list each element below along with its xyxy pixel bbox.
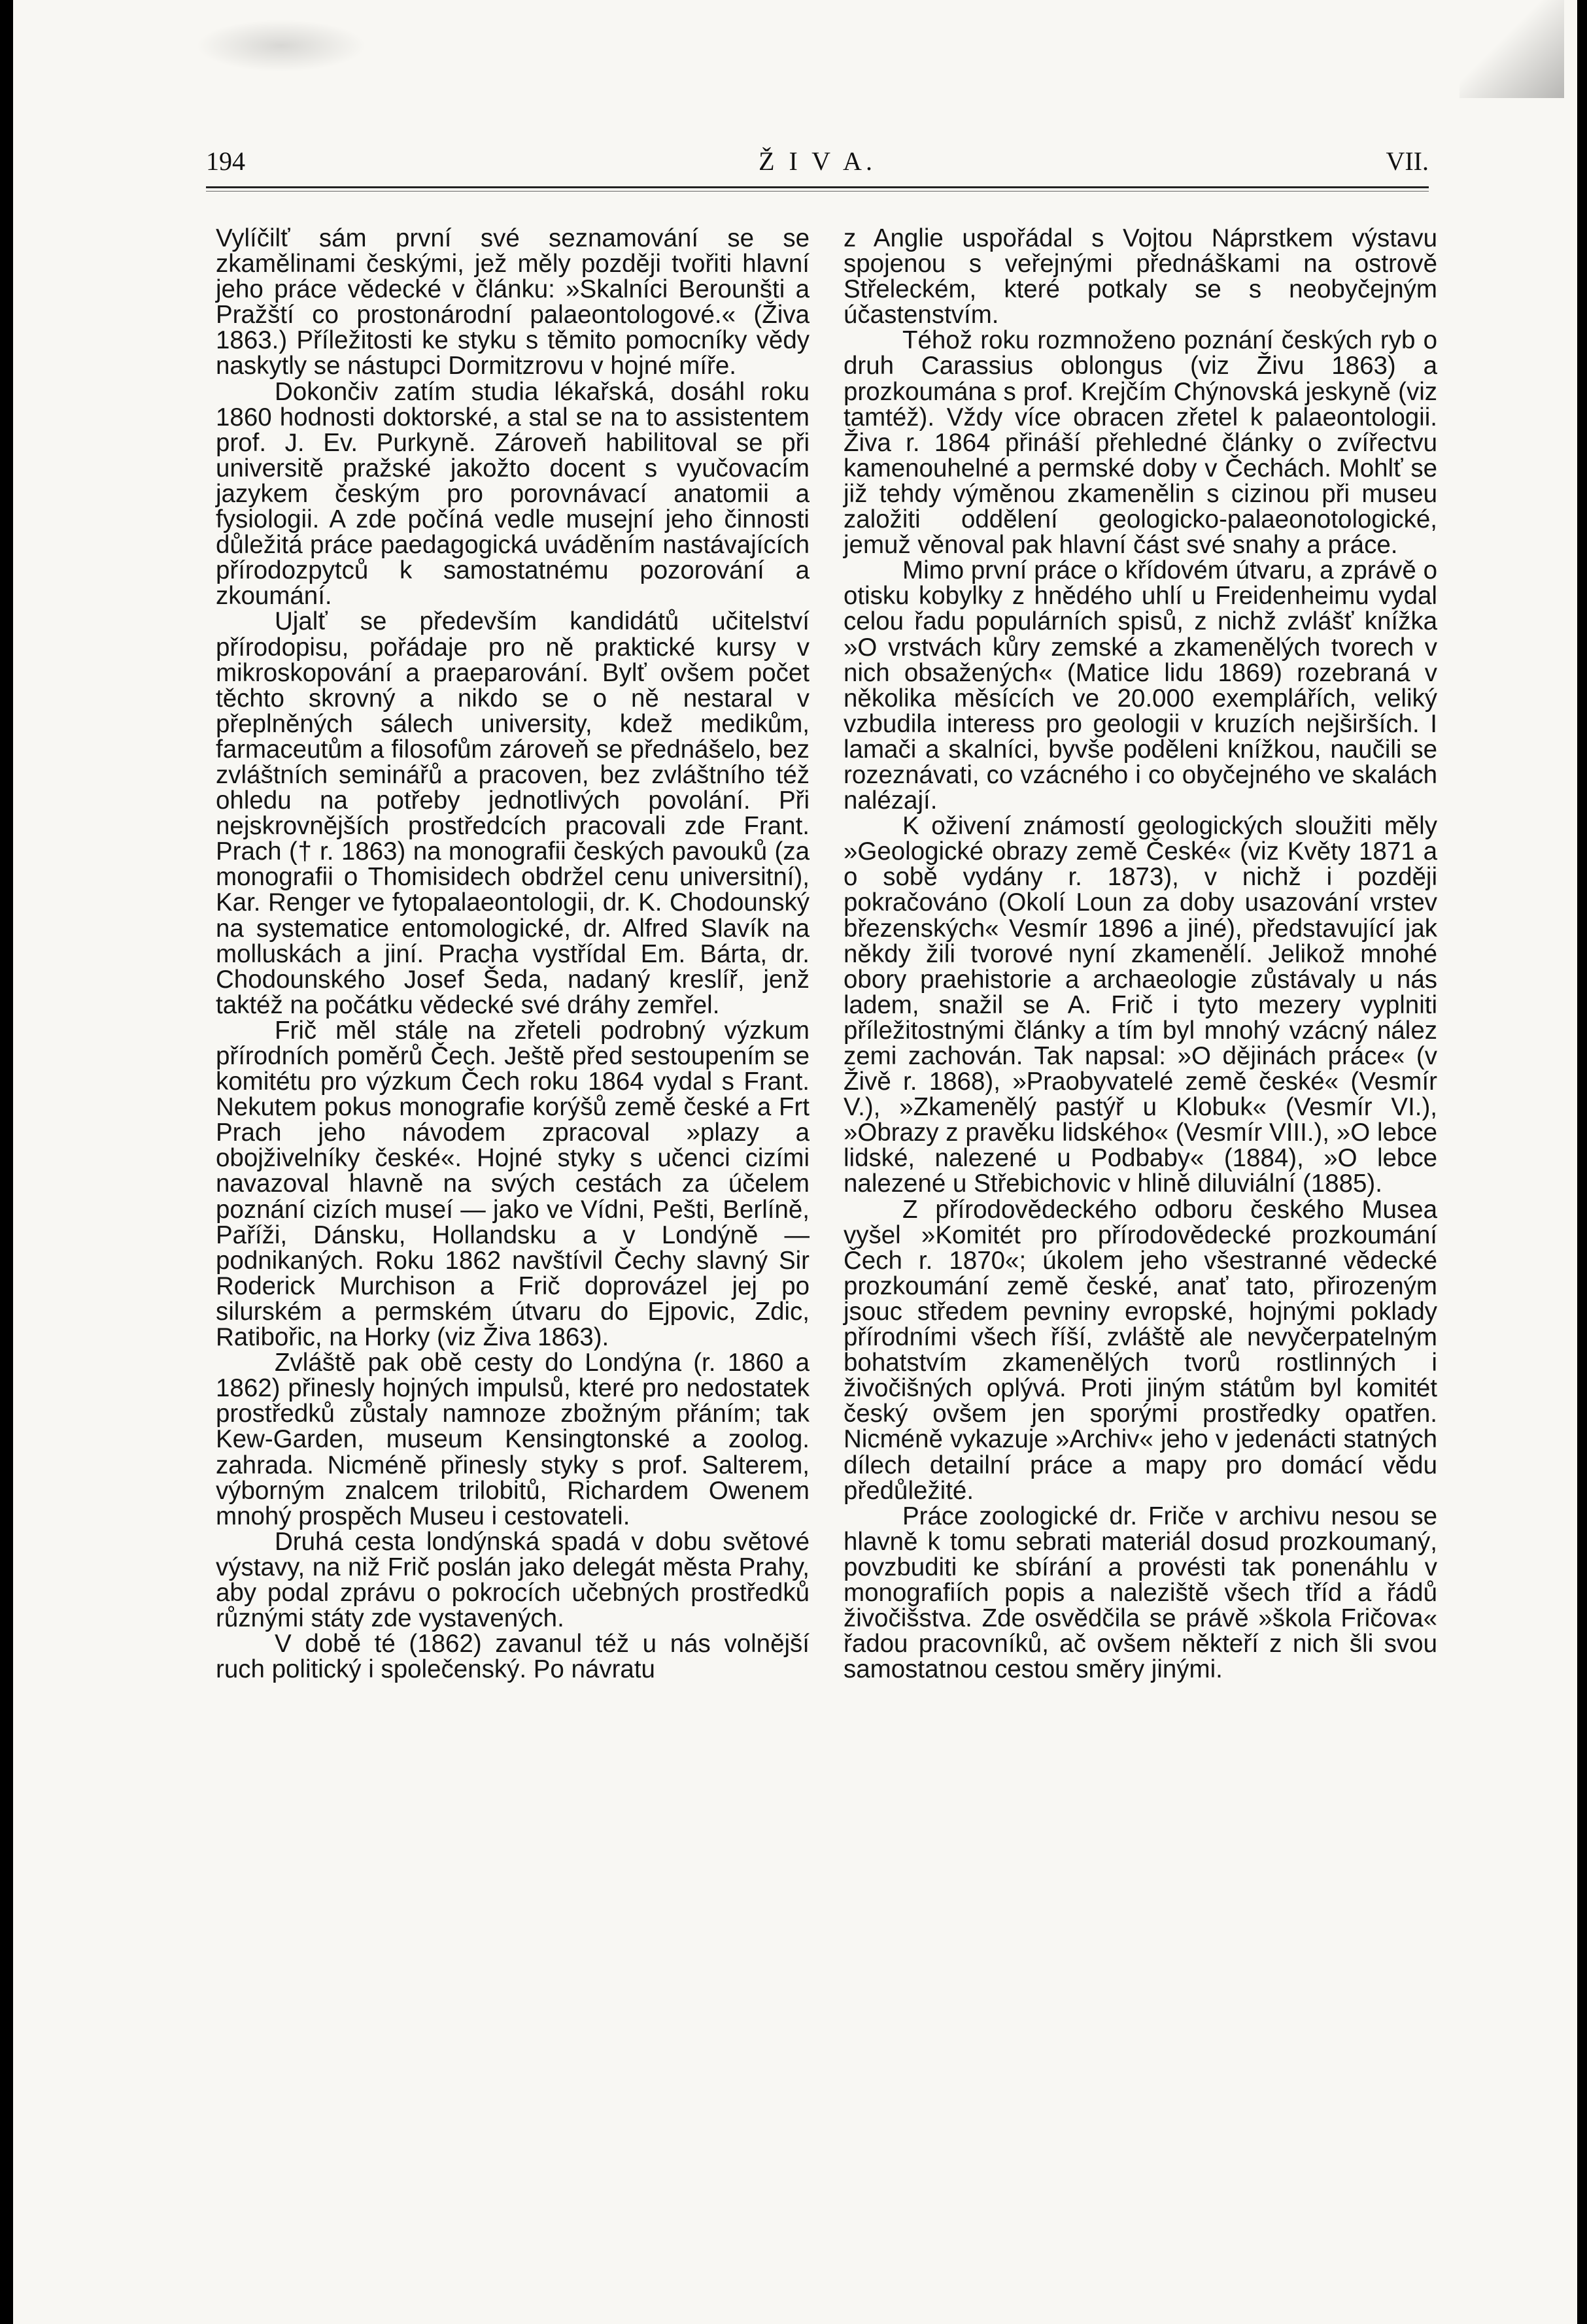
paragraph: Ujalť se především kandidátů učitelství přírodopisu, pořádaje pro ně praktické kursy v mikroskopování a praeparování. Bylť ovšem počet těchto skrovný a nikdo se o ně nestaral v přeplněných sálech university, kdež medikům, farmaceutům a filosofům zároveň se přednášelo, bez zvláštních seminářů a pracoven, bez zvláštního též ohledu na potřeby jednotlivých povolání. Při nejskrovnějších prostředcích pracovali zde Frant. Prach († r. 1863) na monografii českých pavouků (za monografii o Thomisidech obdržel cenu universitní), Kar. Renger ve fytopalaeontologii, dr. K. Chodounský na systematice entomologické, dr. Alfred Slavík na molluskách a jiní. Pracha vystřídal Em. Bárta, dr. Chodounského Josef Šeda, nadaný kreslíř, jenž taktéž na počátku vědecké své dráhy zemřel. bbox=[216, 607, 810, 1019]
page-number: 194 bbox=[206, 146, 245, 176]
right-column bbox=[844, 226, 1437, 1682]
paragraph: z Anglie uspořádal s Vojtou Náprstkem výstavu spojenou s veřejnými přednáškami na ostrově Střeleckém, které potkaly se s neobyčejným účastenstvím. bbox=[844, 224, 1437, 329]
scan-corner-shadow bbox=[1459, 0, 1564, 98]
paragraph: V době té (1862) zavanul též u nás volnější ruch politický i společenský. Po návratu bbox=[216, 1630, 810, 1684]
journal-title: Ž I V A. bbox=[759, 146, 876, 176]
paragraph: Mimo první práce o křídovém útvaru, a zprávě o otisku kobylky z hnědého uhlí u Freidenheimu vydal celou řadu populárních spisů, z nichž zvlášť knížka »O vrstvách kůry zemské a zkamenělých tvorech v nich obsažených« (Matice lidu 1869) rozebraná v několika měsících ve 20.000 exemplářích, veliký vzbudila interess pro geologii v kruzích nejširších. I lamači a skalníci, byvše poděleni knížkou, naučili se rozeznávati, co vzácného i co obyčejného ve skalách nalézají. bbox=[844, 556, 1437, 815]
paragraph: Druhá cesta londýnská spadá v dobu světové výstavy, na niž Frič poslán jako delegát města Prahy, aby podal zprávu o pokrocích učebných prostředků různými státy zde vystavených. bbox=[216, 1527, 810, 1633]
left-column bbox=[216, 226, 810, 1682]
paragraph: K oživení známostí geologických sloužiti měly »Geologické obrazy země České« (viz Květy 1871 a o sobě vydány r. 1873), v nichž i později pokračováno (Okolí Loun za doby usazování vrstev březenských« Vesmír 1896 a jiné), představující jak někdy žili tvorové nyní zkamenělí. Jelikož mnohé obory praehistorie a archaeologie zůstávaly u nás ladem, snažil se A. Frič i tyto mezery vyplniti příležitostnými články a tím byl mnohý vzácný nález zemi zachován. Tak napsal: »O dějinách práce« (v Živě r. 1868), »Praobyvatelé země české« (Vesmír V.), »Zkamenělý pastýř u Klobuk« (Vesmír VI.), »Obrazy z pravěku lidského« (Vesmír VIII.), »O lebce lidské, nalezené u Podbaby« (1884), »O lebce nalezené u Střebichovic v hlině diluviální (1885). bbox=[844, 812, 1437, 1198]
paragraph: Frič měl stále na zřeteli podrobný výzkum přírodních poměrů Čech. Ještě před sestoupením se komitétu pro výzkum Čech roku 1864 vydal s Frant. Nekutem pokus monografie korýšů země české a Frt Prach jeho návodem zpracoval »plazy a obojživelníky české«. Hojné styky s učenci cizími navazoval hlavně na svých cestách za účelem poznání cizích museí — jako ve Vídni, Pešti, Berlíně, Paříži, Dánsku, Hollandsku a v Londýně — podnikaných. Roku 1862 navštívil Čechy slavný Sir Roderick Murchison a Frič doprovázel jej po silurském a permském útvaru do Ejpovic, Zdic, Ratibořic, na Horky (viz Živa 1863). bbox=[216, 1016, 810, 1352]
volume-number: VII. bbox=[1386, 146, 1429, 176]
paragraph: Dokončiv zatím studia lékařská, dosáhl roku 1860 hodnosti doktorské, a stal se na to assistentem prof. J. Ev. Purkyně. Zároveň habilitoval se při universitě pražské jakožto docent s vyučovacím jazykem českým pro porovnávací anatomii a fysiologii. A zde počíná vedle musejní jeho činnosti důležitá práce paedagogická uváděním nastávajících přírodozpytců k samostatnému pozorování a zkoumání. bbox=[216, 377, 810, 611]
scan-smudge bbox=[196, 20, 366, 72]
header-rule-thin bbox=[206, 191, 1429, 192]
paragraph: Vylíčilť sám první své seznamování se se zkamělinami českými, jež měly později tvořiti hlavní jeho práce vědecké v článku: »Skalníci Berounšti a Pražští co prostonárodní palaeontologové.« (Živa 1863.) Příležitosti ke styku s těmito pomocníky vědy naskytly se nástupci Dormitzrovu v hojné míře. bbox=[216, 224, 810, 380]
paragraph: Z přírodovědeckého odboru českého Musea vyšel »Komitét pro přírodovědecké prozkoumání Čech r. 1870«; úkolem jeho všestranné vědecké prozkoumání země české, anať tato, přirozeným jsouc středem pevniny evropské, hojnými poklady přírodními všech říší, zvláště ale nevyčerpatelným bohatstvím zkamenělých tvorů rostlinných i živočišných oplývá. Proti jiným státům byl komitét český ovšem jen sporými prostředky opatřen. Nicméně vykazuje »Archiv« jeho v jedenácti statných dílech detailní práce a mapy pro domácí vědu předůležité. bbox=[844, 1195, 1437, 1505]
page-header bbox=[206, 141, 1429, 180]
paragraph: Zvláště pak obě cesty do Londýna (r. 1860 a 1862) přinesly hojných impulsů, které pro nedostatek prostředků zůstaly namnoze zbožným přáním; tak Kew-Garden, museum Kensingtonské a zoolog. zahrada. Nicméně přinesly styky s prof. Salterem, výborným znalcem trilobitů, Richardem Owenem mnohý prospěch Museu i cestovateli. bbox=[216, 1349, 810, 1530]
paragraph: Práce zoologické dr. Friče v archivu nesou se hlavně k tomu sebrati materiál dosud prozkoumaný, povzbuditi ke sbírání a provésti tak ponenáhlu v monografiích popis a naleziště všech tříd a řádů živočišstva. Zde osvědčila se právě »škola Fričova« řadou pracovníků, ač ovšem někteří z nich šli svou samostatnou cestou směry jinými. bbox=[844, 1502, 1437, 1684]
paragraph: Téhož roku rozmnoženo poznání českých ryb o druh Carassius oblongus (viz Živu 1863) a prozkoumána s prof. Krejčím Chýnovská jeskyně (viz tamtéž). Vždy více obracen zřetel k palaeontologii. Živa r. 1864 přináší přehledné články o zvířectvu kamenouhelné a permské doby v Čechách. Mohlť se již tehdy výměnou zkamenělin s cizinou při museu založiti oddělení geologicko-palaeonotologické, jemuž věnoval pak hlavní část své snahy a práce. bbox=[844, 326, 1437, 560]
header-rule bbox=[206, 186, 1429, 188]
